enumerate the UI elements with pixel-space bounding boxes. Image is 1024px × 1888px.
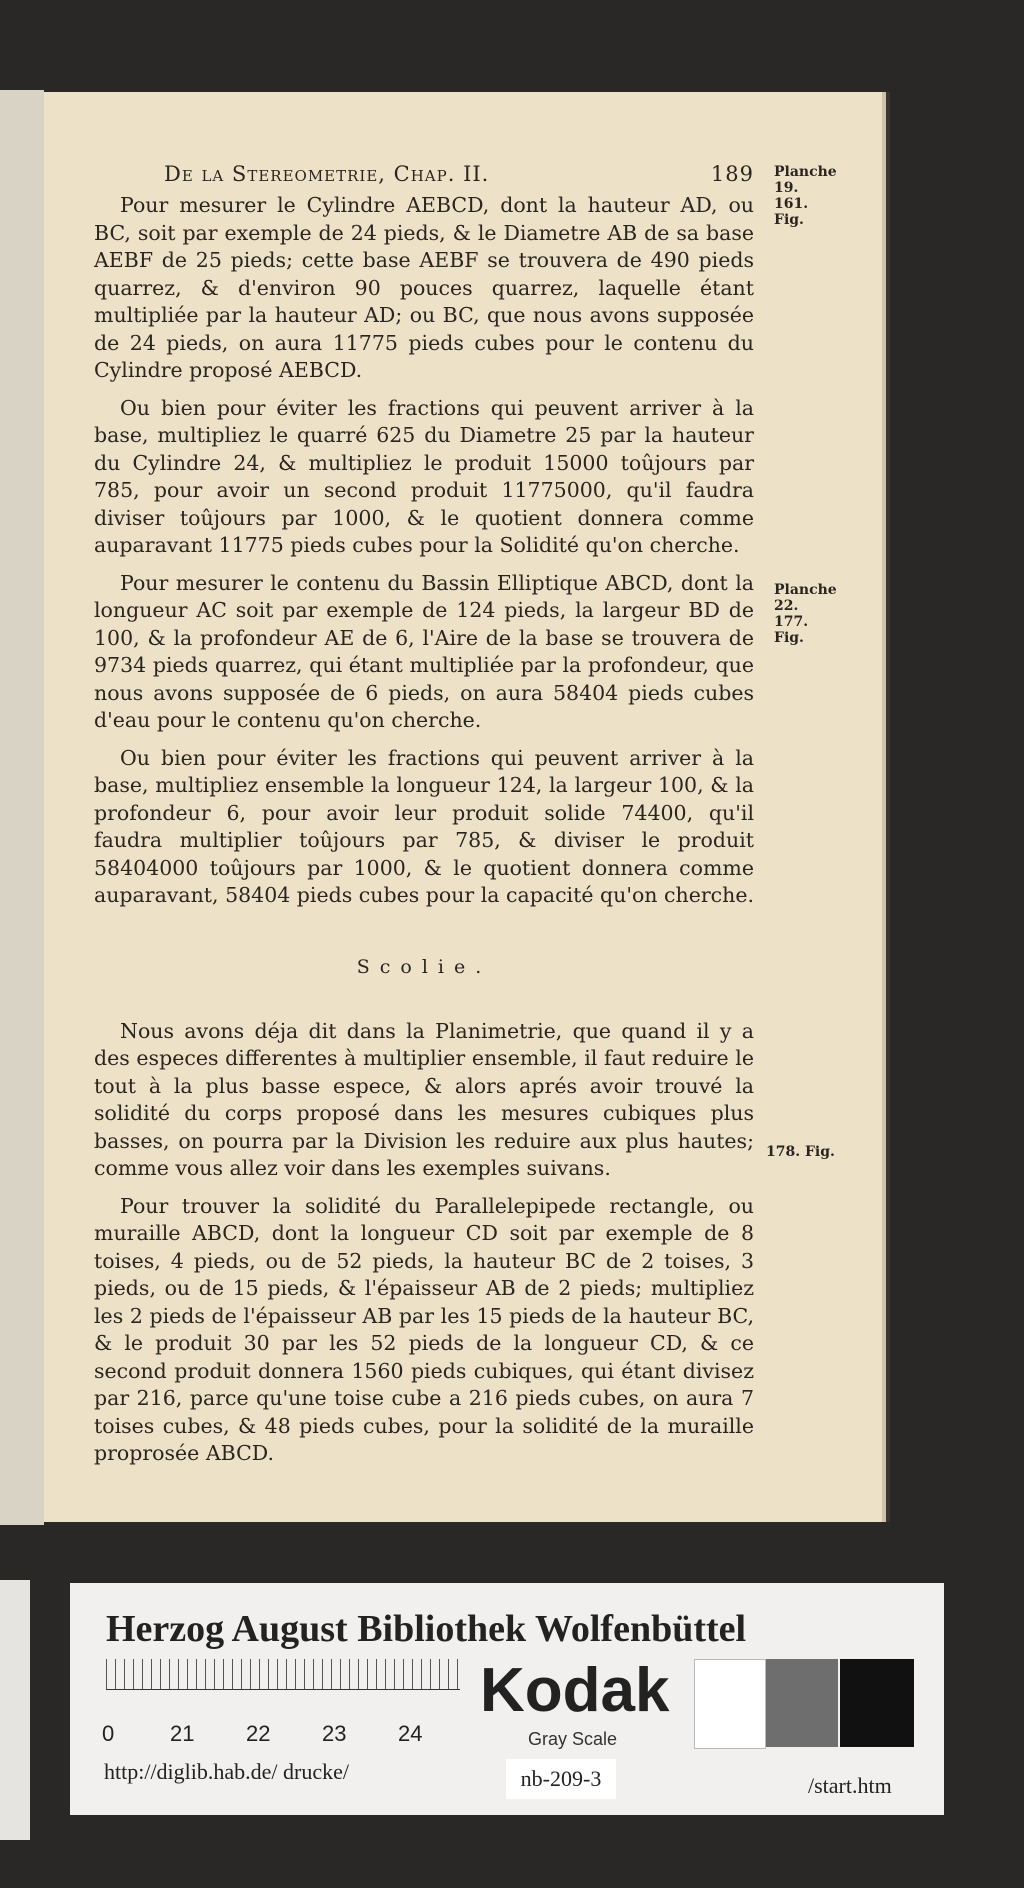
ruler-label: 21 (170, 1721, 195, 1746)
url-suffix: /start.htm (808, 1773, 892, 1798)
page-number: 189 (710, 162, 754, 186)
paragraph: Pour trouver la solidité du Parallelepipede rectangle, ou muraille ABCD, dont la longueur CD soit par exemple de 8 toises, 4 pieds, ou de 52 pieds, la hauteur BC de 2 toises, 3 pieds, ou de 15 pieds, & l'épaisseur AB de 2 pieds; multipliez les 2 pieds de l'épaisseur AB par les 15 pieds de la hauteur BC, & le produit 30 par les 52 pieds de la longueur CD, & ce second produit donnera 1560 pieds cubiques, qui étant divisez par 216, parce qu'une toise cube a 216 pieds cubes, on aura 7 toises cubes, & 48 pieds cubes, pour la solidité de la muraille proprosée ABCD. (94, 1193, 754, 1465)
ruler-label: 23 (322, 1721, 347, 1746)
ruler-label: 24 (398, 1721, 423, 1746)
paragraph: Ou bien pour éviter les fractions qui peuvent arriver à la base, multipliez ensemble la longueur 124, la largeur 100, & la profondeur 6, pour avoir leur produit solide 74400, qu'il faudra multiplier toûjours par 785, & diviser le produit 58404000 toûjours par 1000, & le quotient donnera comme auparavant, 58404 pieds cubes pour la capacité qu'on cherche. (94, 745, 754, 907)
header-title: De la Stereometrie, Chap. II. (164, 162, 490, 186)
adjacent-page-edge (0, 90, 44, 1525)
gray-scale-label: Gray Scale (528, 1729, 618, 1749)
margin-note: Planche 19. 161. Fig. (774, 164, 837, 228)
margin-note: Planche 22. 177. Fig. (774, 582, 837, 646)
ruler-label: 0 (102, 1721, 115, 1746)
ruler-label: 22 (246, 1721, 271, 1746)
paragraph: Ou bien pour éviter les fractions qui peuvent arriver à la base, multipliez le quarré 625 du Diametre 25 par la hauteur du Cylindre 24, & multipliez le produit 15000 toûjours par 785, pour avoir un second produit 11775000, qu'il faudra diviser toûjours par 1000, & le quotient donnera comme auparavant 11775 pieds cubes pour la Solidité qu'on cherche. (94, 395, 754, 557)
library-name: Herzog August Bibliothek Wolfenbüttel (106, 1608, 747, 1650)
running-header (164, 162, 754, 186)
color-calibration-card (70, 1583, 944, 1815)
gray-swatch-white (694, 1659, 766, 1749)
paragraph: Pour mesurer le contenu du Bassin Elliptique ABCD, dont la longueur AC soit par exemple de 124 pieds, la largeur BD de 100, & la profondeur AE de 6, l'Aire de la base se trouvera de 9734 pieds quarrez, qui étant multipliée par la profondeur, que nous avons supposée de 6 pieds, on aura 58404 pieds cubes d'eau pour le contenu qu'on cherche. (94, 570, 754, 732)
gray-swatch-mid (766, 1659, 838, 1747)
margin-note: 178. Fig. (766, 1144, 835, 1160)
page-text (94, 162, 754, 1478)
paragraph: Nous avons déja dit dans la Planimetrie, que quand il y a des especes differentes à multiplier ensemble, il faut reduire le tout à la plus basse espece, & alors aprés avoir trouvé la solidité du corps proposé dans les mesures cubiques plus basses, on pourra par la Division les reduire aux plus hautes; comme vous allez voir dans les exemples suivans. (94, 1018, 754, 1180)
gray-swatch-black (840, 1659, 914, 1747)
section-heading: Scolie. (356, 955, 492, 978)
book-page (44, 92, 882, 1522)
kodak-logo: Kodak (480, 1656, 670, 1725)
paragraph: Pour mesurer le Cylindre AEBCD, dont la hauteur AD, ou BC, soit par exemple de 24 pieds, & le Diametre AB de sa base AEBF de 25 pieds; cette base AEBF se trouvera de 490 pieds quarrez, & d'environ 90 pouces quarrez, laquelle étant multipliée par la hauteur AD; ou BC, que nous avons supposée de 24 pieds, on aura 11775 pieds cubes pour le contenu du Cylindre proposé AEBCD. (94, 193, 754, 382)
library-url: http://diglib.hab.de/ drucke/ (104, 1759, 350, 1784)
shelfmark: nb-209-3 (506, 1759, 616, 1799)
ruler-scale (106, 1659, 460, 1690)
book-spine-edge (0, 1580, 30, 1840)
